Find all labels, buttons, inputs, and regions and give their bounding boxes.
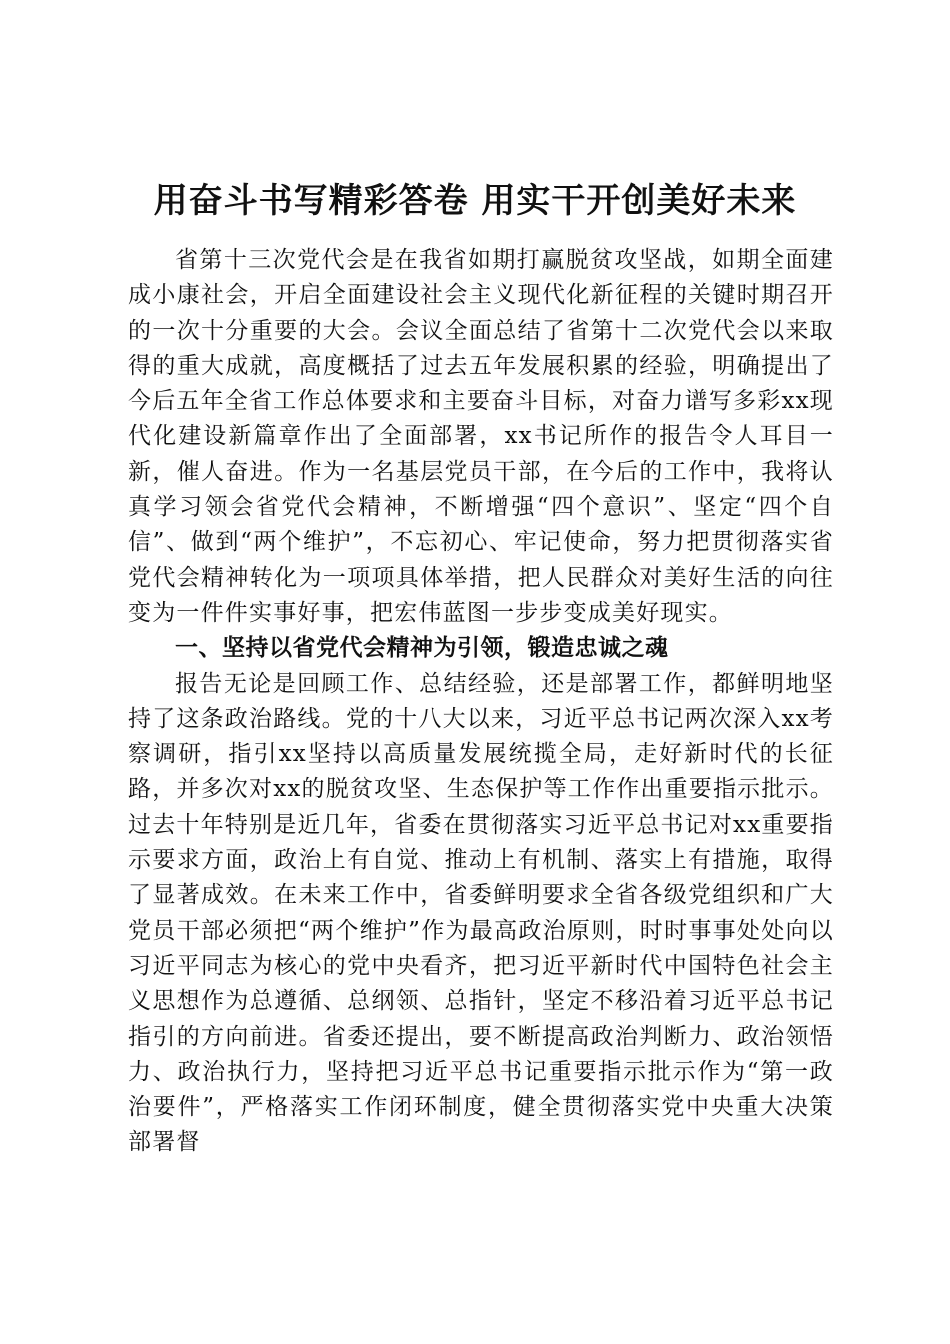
document-title: 用奋斗书写精彩答卷 用实干开创美好未来 [153, 181, 797, 221]
intro-paragraph: 省第十三次党代会是在我省如期打赢脱贫攻坚战，如期全面建成小康社会，开启全面建设社会主义现代化新征程的关键时期召开的一次十分重要的大会。会议全面总结了省第十二次党代会以来取得的重大成就，高度概括了过去五年发展积累的经验，明确提出了今后五年全省工作总体要求和主要奋斗目标，对奋力谱写多彩xx现代化建设新篇章作出了全面部署，xx书记所作的报告令人耳目一新，催人奋进。作为一名基层党员干部，在今后的工作中，我将认真学习领会省党代会精神，不断增强“四个意识”、坚定“四个自信”、做到“两个维护”，不忘初心、牢记使命，努力把贯彻落实省党代会精神转化为一项项具体举措，把人民群众对美好生活的向往变为一件件实事好事，把宏伟蓝图一步步变成美好现实。 [128, 247, 834, 626]
document-body [128, 243, 834, 1161]
section-1-paragraph: 报告无论是回顾工作、总结经验，还是部署工作，都鲜明地坚持了这条政治路线。党的十八大以来，习近平总书记两次深入xx考察调研，指引xx坚持以高质量发展统揽全局，走好新时代的长征路，并多次对xx的脱贫攻坚、生态保护等工作作出重要指示批示。过去十年特别是近几年，省委在贯彻落实习近平总书记对xx重要指示要求方面，政治上有自觉、推动上有机制、落实上有措施，取得了显著成效。在未来工作中，省委鲜明要求全省各级党组织和广大党员干部必须把“两个维护”作为最高政治原则，时时事事处处向以习近平同志为核心的党中央看齐，把习近平新时代中国特色社会主义思想作为总遵循、总纲领、总指针，坚定不移沿着习近平总书记指引的方向前进。省委还提出，要不断提高政治判断力、政治领悟力、政治执行力，坚持把习近平总书记重要指示批示作为“第一政治要件”，严格落实工作闭环制度，健全贯彻落实党中央重大决策部署督 [128, 670, 834, 1156]
section-heading-1: 一、坚持以省党代会精神为引领，锻造忠诚之魂 [175, 635, 669, 662]
